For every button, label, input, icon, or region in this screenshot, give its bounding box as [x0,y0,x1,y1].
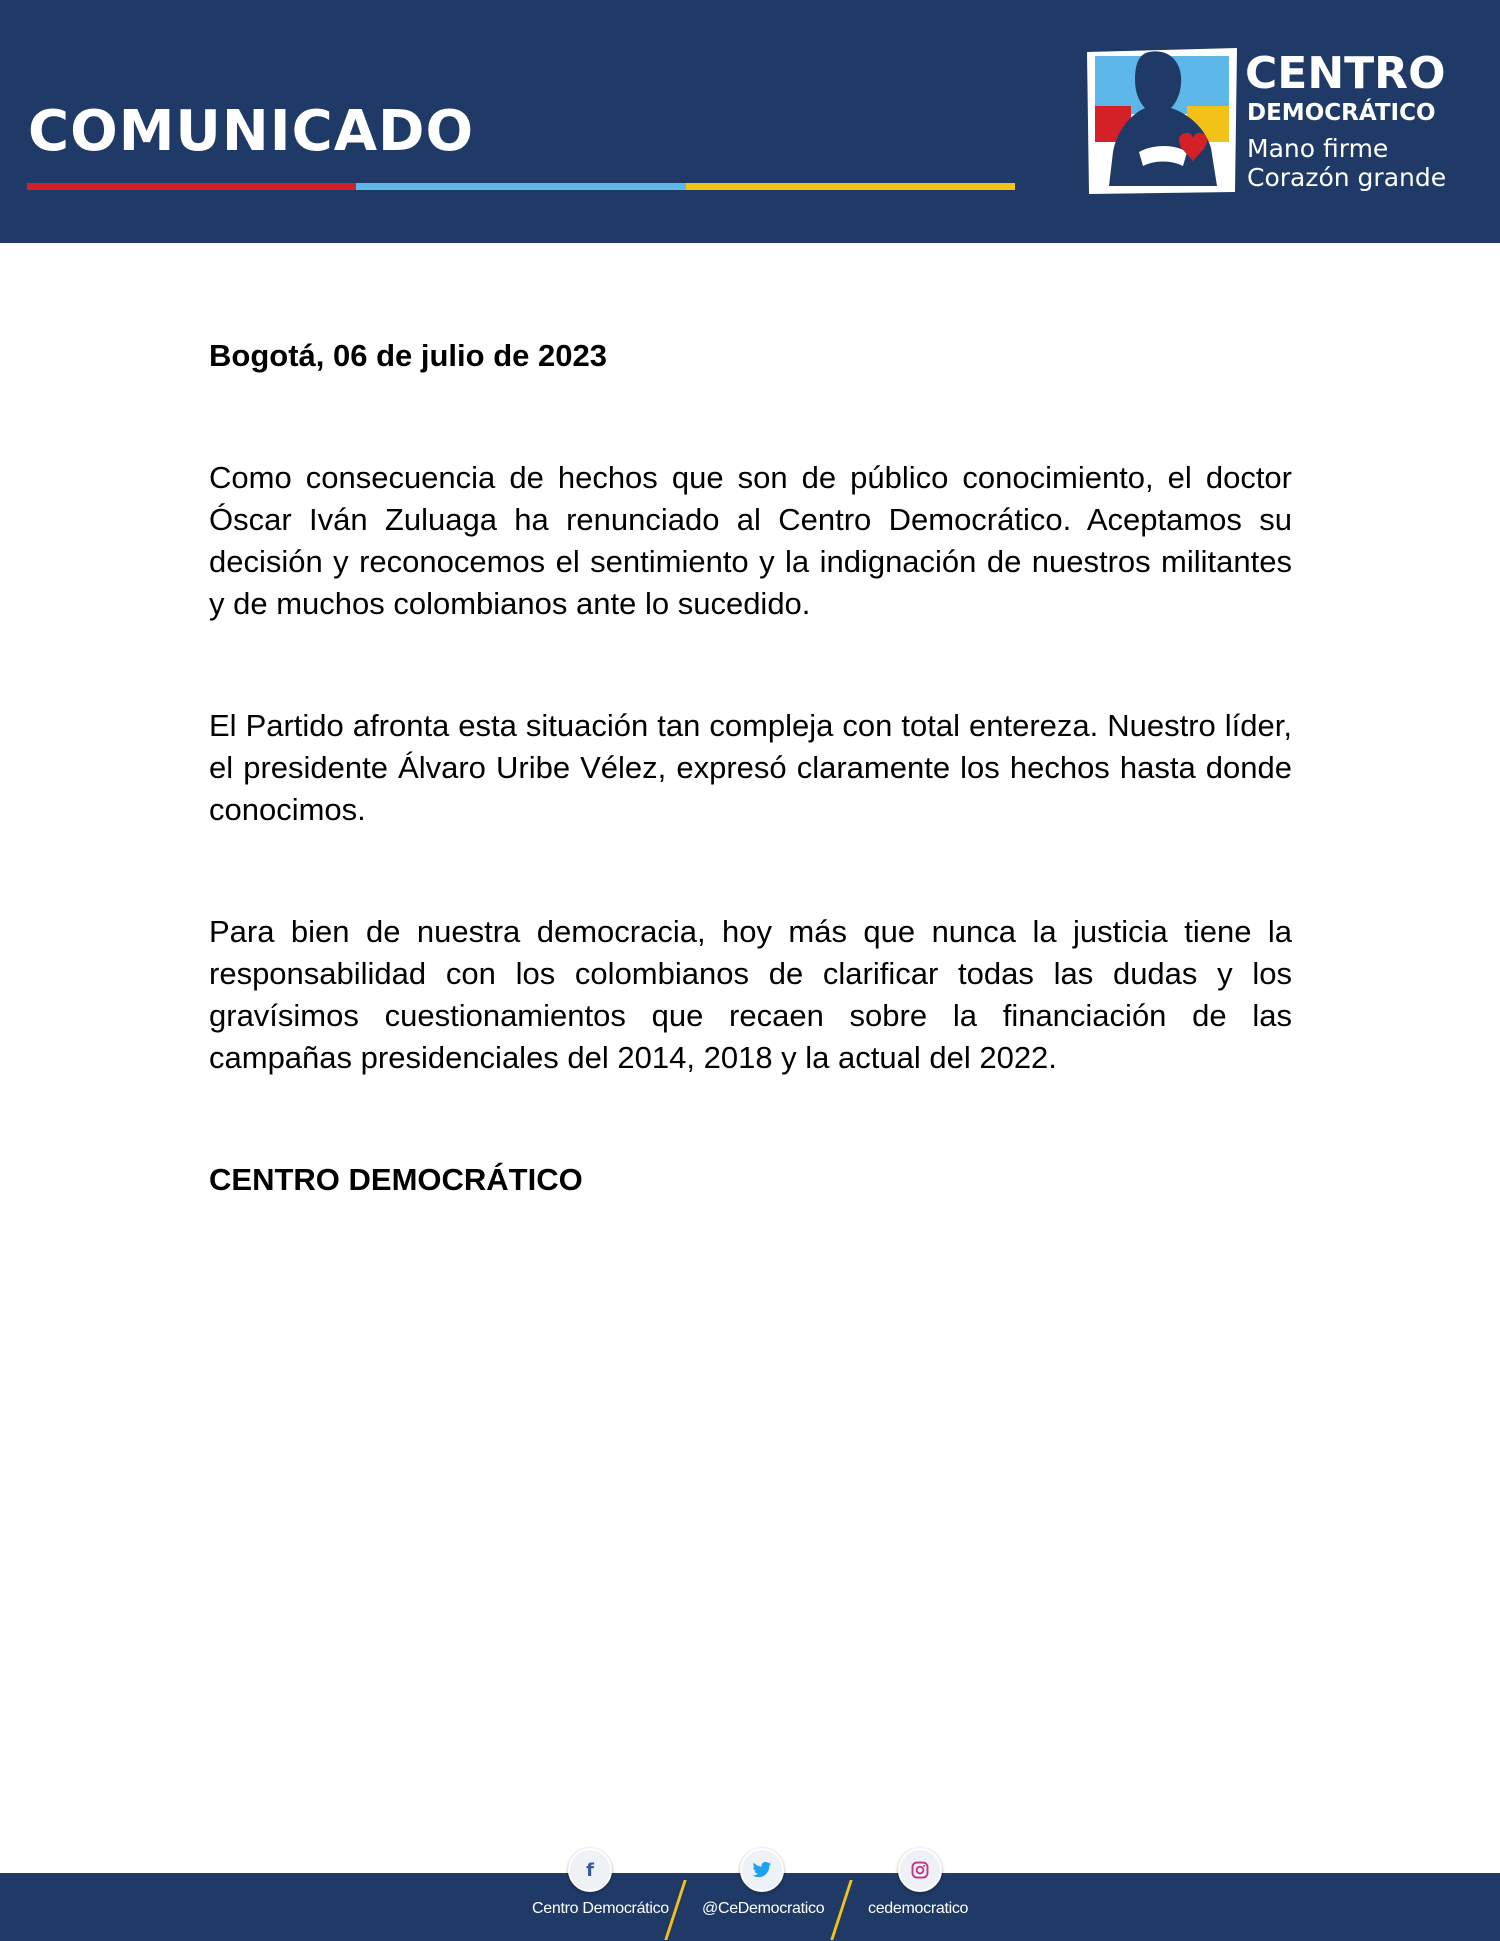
twitter-icon[interactable] [740,1848,784,1892]
paragraph-2: El Partido afronta esta situación tan compleja con total entereza. Nuestro líder, el presidente Álvaro Uribe Vélez, expresó claramente los hechos hasta donde conocimos. [209,708,1292,827]
party-logo [1083,44,1475,196]
instagram-label[interactable]: cedemocratico [868,1900,969,1917]
social-facebook[interactable] [520,1848,680,1938]
social-instagram[interactable] [852,1848,992,1938]
instagram-camera-icon [911,1861,929,1879]
social-twitter[interactable] [690,1848,840,1938]
logo-name-democratico: DEMOCRÁTICO [1247,100,1436,126]
page-title: COMUNICADO [28,99,475,164]
logo-slogan-line1: Mano firme [1247,134,1389,163]
paragraph-1: Como consecuencia de hechos que son de público conocimiento, el doctor Óscar Iván Zuluaga ha renunciado al Centro Democrático. Aceptamos su decisión y reconocemos el sentimiento y la indignación de nuestros militantes y de muchos colombianos ante lo sucedido. [209,460,1292,621]
stripe-yellow [686,183,1015,190]
header-banner [0,0,1500,243]
stripe-red [27,183,356,190]
logo-slogan-line2: Corazón grande [1247,163,1447,192]
party-emblem-icon [1083,44,1243,196]
date-line: Bogotá, 06 de julio de 2023 [209,338,607,373]
document-body [209,335,1292,1201]
facebook-icon[interactable] [568,1848,612,1892]
twitter-label[interactable]: @CeDemocratico [702,1900,825,1917]
tricolor-stripe [27,183,1015,190]
signature: CENTRO DEMOCRÁTICO [209,1162,583,1197]
logo-name-centro: CENTRO [1245,48,1446,99]
twitter-bird-icon [752,1861,772,1879]
instagram-icon[interactable] [898,1848,942,1892]
facebook-glyph: f [586,1859,594,1881]
facebook-label[interactable]: Centro Democrático [532,1900,669,1917]
stripe-blue [356,183,685,190]
paragraph-3: Para bien de nuestra democracia, hoy más que nunca la justicia tiene la responsabilidad con los colombianos de clarificar todas las dudas y los gravísimos cuestionamientos que recaen sobre la financiación de las campañas presidenciales del 2014, 2018 y la actual del 2022. [209,914,1292,1075]
